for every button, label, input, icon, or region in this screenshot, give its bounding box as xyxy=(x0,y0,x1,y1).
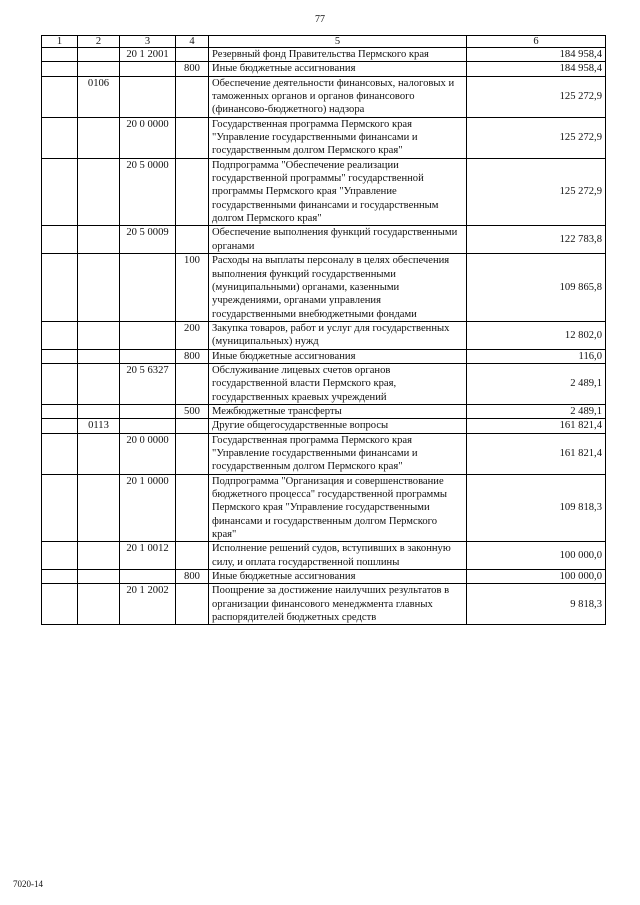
expense-type-code xyxy=(176,419,209,433)
table-row xyxy=(42,363,606,404)
amount: 116,0 xyxy=(467,349,606,363)
item-description: Закупка товаров, работ и услуг для государственных (муниципальных) нужд xyxy=(209,321,467,349)
section-code xyxy=(42,404,78,418)
section-code xyxy=(42,584,78,625)
table-row xyxy=(42,570,606,584)
amount: 161 821,4 xyxy=(467,433,606,474)
item-description: Иные бюджетные ассигнования xyxy=(209,349,467,363)
item-description: Государственная программа Пермского края "Управление государственными финансами и государственным долгом Пермского края" xyxy=(209,117,467,158)
target-article-code xyxy=(120,76,176,117)
table-row xyxy=(42,158,606,226)
expense-type-code: 800 xyxy=(176,62,209,76)
header-col-4: 4 xyxy=(176,36,209,48)
amount: 125 272,9 xyxy=(467,158,606,226)
table-row xyxy=(42,584,606,625)
section-code xyxy=(42,433,78,474)
target-article-code xyxy=(120,349,176,363)
expense-type-code: 800 xyxy=(176,349,209,363)
target-article-code: 20 0 0000 xyxy=(120,117,176,158)
section-code xyxy=(42,474,78,542)
amount: 100 000,0 xyxy=(467,570,606,584)
amount: 109 865,8 xyxy=(467,254,606,322)
expense-type-code xyxy=(176,226,209,254)
expense-type-code: 800 xyxy=(176,570,209,584)
table-row xyxy=(42,48,606,62)
item-description: Иные бюджетные ассигнования xyxy=(209,570,467,584)
header-col-5: 5 xyxy=(209,36,467,48)
section-code xyxy=(42,254,78,322)
section-code xyxy=(42,349,78,363)
section-code xyxy=(42,321,78,349)
amount: 122 783,8 xyxy=(467,226,606,254)
item-description: Поощрение за достижение наилучших результатов в организации финансового менеджмента главных распорядителей бюджетных средств xyxy=(209,584,467,625)
section-code xyxy=(42,226,78,254)
section-code xyxy=(42,419,78,433)
expense-type-code: 200 xyxy=(176,321,209,349)
subsection-code: 0113 xyxy=(78,419,120,433)
expense-type-code xyxy=(176,433,209,474)
expense-type-code xyxy=(176,48,209,62)
subsection-code xyxy=(78,62,120,76)
amount: 2 489,1 xyxy=(467,363,606,404)
item-description: Обслуживание лицевых счетов органов государственной власти Пермского края, государственных краевых учреждений xyxy=(209,363,467,404)
target-article-code xyxy=(120,419,176,433)
item-description: Межбюджетные трансферты xyxy=(209,404,467,418)
amount: 2 489,1 xyxy=(467,404,606,418)
subsection-code xyxy=(78,404,120,418)
target-article-code xyxy=(120,254,176,322)
expense-type-code xyxy=(176,158,209,226)
section-code xyxy=(42,117,78,158)
target-article-code xyxy=(120,321,176,349)
expense-type-code: 100 xyxy=(176,254,209,322)
table-row xyxy=(42,254,606,322)
section-code xyxy=(42,48,78,62)
item-description: Резервный фонд Правительства Пермского края xyxy=(209,48,467,62)
section-code xyxy=(42,570,78,584)
subsection-code xyxy=(78,542,120,570)
subsection-code xyxy=(78,321,120,349)
amount: 161 821,4 xyxy=(467,419,606,433)
item-description: Расходы на выплаты персоналу в целях обеспечения выполнения функций государственными (муниципальными) органами, казенными учреждениями, органами управления государственными внебюджетными фондами xyxy=(209,254,467,322)
subsection-code xyxy=(78,48,120,62)
expense-type-code xyxy=(176,363,209,404)
target-article-code: 20 1 2001 xyxy=(120,48,176,62)
subsection-code xyxy=(78,584,120,625)
item-description: Государственная программа Пермского края "Управление государственными финансами и государственным долгом Пермского края" xyxy=(209,433,467,474)
table-row xyxy=(42,76,606,117)
amount: 184 958,4 xyxy=(467,62,606,76)
section-code xyxy=(42,542,78,570)
item-description: Подпрограмма "Организация и совершенствование бюджетного процесса" государственной программы Пермского края "Управление государственными финансами и государственным долгом Пермского края" xyxy=(209,474,467,542)
subsection-code xyxy=(78,158,120,226)
expense-type-code xyxy=(176,474,209,542)
target-article-code: 20 5 0009 xyxy=(120,226,176,254)
item-description: Подпрограмма "Обеспечение реализации государственной программы" государственной программы Пермского края "Управление государственными финансами и государственным долгом Пермского края" xyxy=(209,158,467,226)
subsection-code xyxy=(78,117,120,158)
section-code xyxy=(42,62,78,76)
subsection-code xyxy=(78,433,120,474)
item-description: Обеспечение деятельности финансовых, налоговых и таможенных органов и органов финансового (финансово-бюджетного) надзора xyxy=(209,76,467,117)
header-col-2: 2 xyxy=(78,36,120,48)
table-row xyxy=(42,62,606,76)
target-article-code xyxy=(120,570,176,584)
subsection-code xyxy=(78,349,120,363)
target-article-code xyxy=(120,404,176,418)
target-article-code: 20 1 0000 xyxy=(120,474,176,542)
table-row xyxy=(42,226,606,254)
table-row xyxy=(42,321,606,349)
table-row xyxy=(42,419,606,433)
amount: 184 958,4 xyxy=(467,48,606,62)
item-description: Иные бюджетные ассигнования xyxy=(209,62,467,76)
section-code xyxy=(42,363,78,404)
subsection-code xyxy=(78,226,120,254)
page-number: 77 xyxy=(315,14,325,25)
header-col-1: 1 xyxy=(42,36,78,48)
subsection-code xyxy=(78,254,120,322)
amount: 109 818,3 xyxy=(467,474,606,542)
target-article-code: 20 1 0012 xyxy=(120,542,176,570)
item-description: Другие общегосударственные вопросы xyxy=(209,419,467,433)
amount: 12 802,0 xyxy=(467,321,606,349)
amount: 100 000,0 xyxy=(467,542,606,570)
header-col-6: 6 xyxy=(467,36,606,48)
table-row xyxy=(42,349,606,363)
expense-type-code xyxy=(176,76,209,117)
footer-code: 7020-14 xyxy=(13,879,43,889)
subsection-code xyxy=(78,474,120,542)
target-article-code: 20 0 0000 xyxy=(120,433,176,474)
table-row xyxy=(42,404,606,418)
table-row xyxy=(42,542,606,570)
header-col-3: 3 xyxy=(120,36,176,48)
item-description: Обеспечение выполнения функций государственными органами xyxy=(209,226,467,254)
header-row xyxy=(42,36,606,48)
section-code xyxy=(42,158,78,226)
expense-type-code: 500 xyxy=(176,404,209,418)
target-article-code: 20 5 6327 xyxy=(120,363,176,404)
target-article-code: 20 1 2002 xyxy=(120,584,176,625)
table-row xyxy=(42,474,606,542)
subsection-code: 0106 xyxy=(78,76,120,117)
budget-table xyxy=(41,35,606,625)
target-article-code xyxy=(120,62,176,76)
subsection-code xyxy=(78,570,120,584)
table-row xyxy=(42,433,606,474)
expense-type-code xyxy=(176,117,209,158)
item-description: Исполнение решений судов, вступивших в законную силу, и оплата государственной пошлины xyxy=(209,542,467,570)
target-article-code: 20 5 0000 xyxy=(120,158,176,226)
expense-type-code xyxy=(176,584,209,625)
amount: 125 272,9 xyxy=(467,76,606,117)
amount: 125 272,9 xyxy=(467,117,606,158)
amount: 9 818,3 xyxy=(467,584,606,625)
table-row xyxy=(42,117,606,158)
section-code xyxy=(42,76,78,117)
subsection-code xyxy=(78,363,120,404)
expense-type-code xyxy=(176,542,209,570)
